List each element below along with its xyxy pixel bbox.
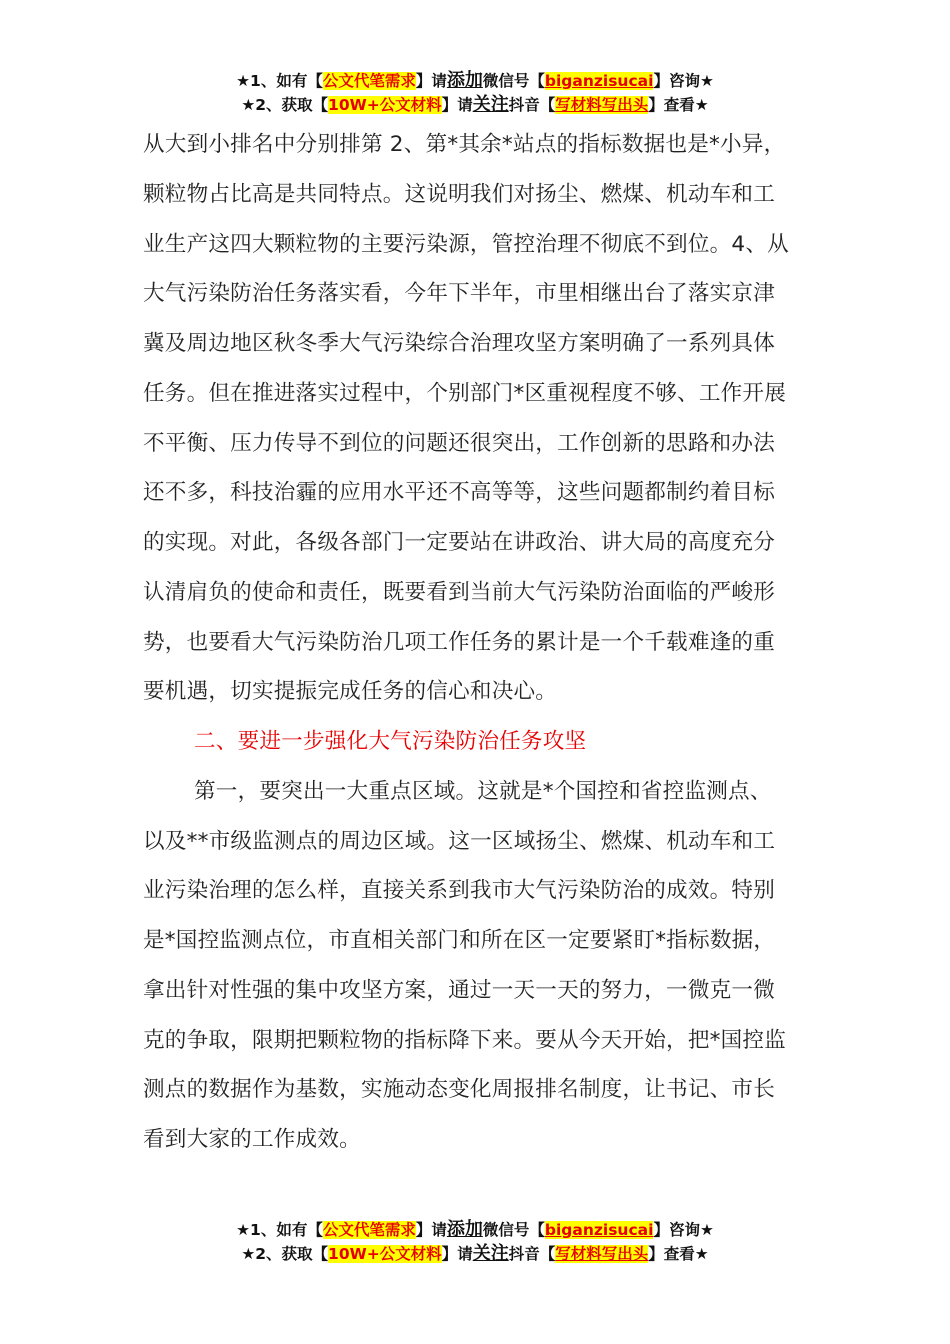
text-line: 的实现。对此，各级各部门一定要站在讲政治、讲大局的高度充分 bbox=[143, 530, 776, 555]
banner-text: 】查看★ bbox=[648, 1245, 709, 1263]
highlight-materials: 10W+公文材料 bbox=[328, 96, 442, 114]
banner-text: 】请 bbox=[441, 1245, 473, 1263]
text-line: 不平衡、压力传导不到位的问题还很突出，工作创新的思路和办法 bbox=[143, 430, 776, 456]
underlined-text: 关注 bbox=[472, 1243, 509, 1264]
text-line: 以及**市级监测点的周边区域。这一区域扬尘、燃煤、机动车和工 bbox=[143, 828, 776, 854]
text-line: 冀及周边地区秋冬季大气污染综合治理攻坚方案明确了一系列具体 bbox=[143, 331, 776, 356]
banner-line-2 bbox=[0, 93, 950, 117]
banner-text: 】查看★ bbox=[648, 96, 709, 114]
highlight-materials: 10W+公文材料 bbox=[328, 1245, 442, 1263]
banner-text: 抖音【 bbox=[508, 96, 556, 114]
section-heading: 二、要进一步强化大气污染防治任务攻坚 bbox=[194, 729, 587, 754]
douyin-account[interactable]: 写材料写出头 bbox=[555, 1245, 649, 1263]
text-line: 第一，要突出一大重点区域。这就是*个国控和省控监测点、 bbox=[194, 778, 772, 804]
text-line: 认清肩负的使命和责任，既要看到当前大气污染防治面临的严峻形 bbox=[143, 579, 776, 605]
wechat-id[interactable]: biganzisucai bbox=[544, 1221, 654, 1239]
banner-text: 】请 bbox=[415, 1221, 447, 1239]
banner-text: ★1、如有【 bbox=[236, 1221, 323, 1239]
douyin-account[interactable]: 写材料写出头 bbox=[555, 96, 649, 114]
banner-text: 】咨询★ bbox=[653, 72, 714, 90]
text-line: 测点的数据作为基数，实施动态变化周报排名制度，让书记、市长 bbox=[143, 1077, 776, 1103]
banner-text: ★2、获取【 bbox=[241, 1245, 329, 1263]
text-line: 克的争取，限期把颗粒物的指标降下来。要从今天开始，把*国控监 bbox=[143, 1027, 787, 1053]
text-line: 大气污染防治任务落实看，今年下半年，市里相继出台了落实京津 bbox=[143, 281, 776, 307]
document-body bbox=[143, 120, 823, 1165]
highlight-service: 公文代笔需求 bbox=[322, 72, 416, 90]
underlined-text: 添加 bbox=[446, 70, 483, 91]
text-line: 任务。但在推进落实过程中，个别部门*区重视程度不够、工作开展 bbox=[143, 380, 787, 406]
banner-line-2 bbox=[0, 1242, 950, 1266]
banner-text: 微信号【 bbox=[482, 1221, 545, 1239]
text-line: 业生产这四大颗粒物的主要污染源，管控治理不彻底不到位。4、从 bbox=[143, 231, 789, 257]
text-line: 业污染治理的怎么样，直接关系到我市大气污染防治的成效。特别 bbox=[143, 878, 776, 904]
banner-line-1 bbox=[0, 69, 950, 93]
banner-text: 微信号【 bbox=[482, 72, 545, 90]
banner-text: 】请 bbox=[441, 96, 473, 114]
underlined-text: 关注 bbox=[472, 94, 509, 115]
banner-line-1 bbox=[0, 1218, 950, 1242]
wechat-id[interactable]: biganzisucai bbox=[544, 72, 654, 90]
banner-text: 】请 bbox=[415, 72, 447, 90]
text-line: 颗粒物占比高是共同特点。这说明我们对扬尘、燃煤、机动车和工 bbox=[143, 181, 776, 207]
banner-text: ★2、获取【 bbox=[241, 96, 329, 114]
banner-text: 】咨询★ bbox=[653, 1221, 714, 1239]
text-line: 还不多，科技治霾的应用水平还不高等等，这些问题都制约着目标 bbox=[143, 480, 776, 506]
text-line: 是*国控监测点位，市直相关部门和所在区一定要紧盯*指标数据， bbox=[143, 928, 776, 953]
header-banner bbox=[0, 69, 950, 117]
text-line: 看到大家的工作成效。 bbox=[143, 1127, 361, 1152]
text-line: 要机遇，切实提振完成任务的信心和决心。 bbox=[143, 679, 558, 705]
text-line: 拿出针对性强的集中攻坚方案，通过一天一天的努力，一微克一微 bbox=[143, 977, 776, 1003]
highlight-service: 公文代笔需求 bbox=[322, 1221, 416, 1239]
text-line: 从大到小排名中分别排第 2、第*其余*站点的指标数据也是*小异， bbox=[143, 132, 786, 157]
footer-banner bbox=[0, 1218, 950, 1266]
banner-text: ★1、如有【 bbox=[236, 72, 323, 90]
text-line: 势，也要看大气污染防治几项工作任务的累计是一个千载难逢的重 bbox=[143, 629, 776, 655]
banner-text: 抖音【 bbox=[508, 1245, 556, 1263]
underlined-text: 添加 bbox=[446, 1219, 483, 1240]
